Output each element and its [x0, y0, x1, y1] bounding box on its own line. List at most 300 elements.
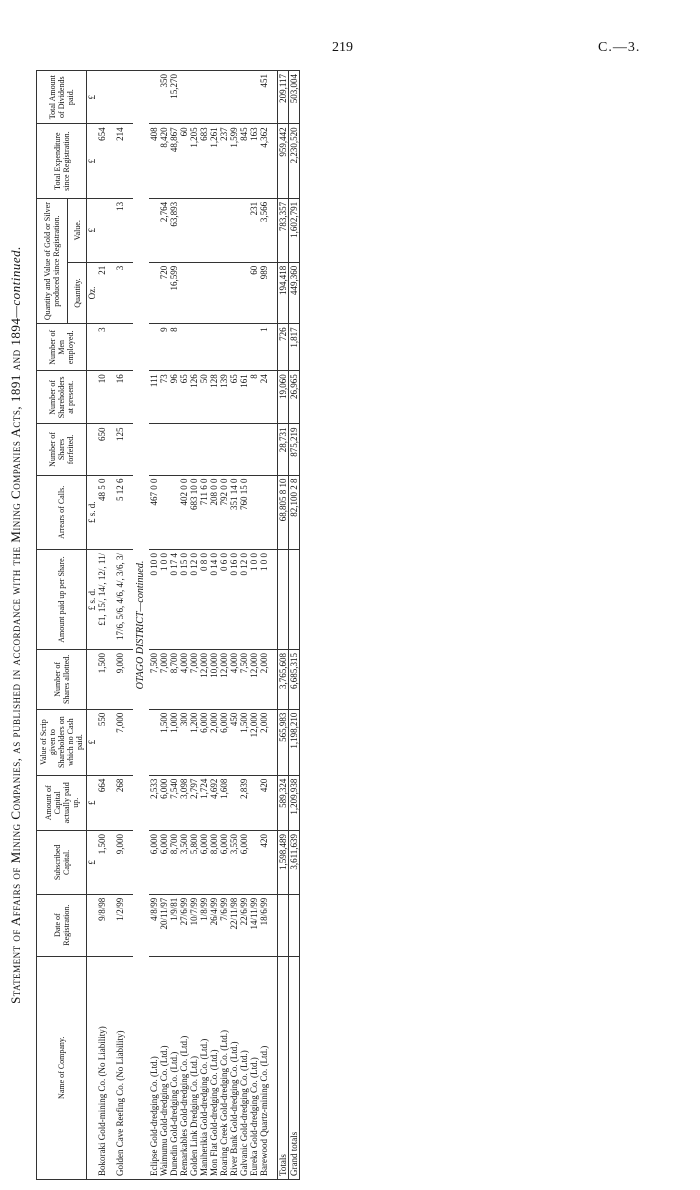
- cell-allotted: 12,000: [219, 650, 229, 710]
- cell-men: 3: [97, 324, 107, 371]
- cell-allotted: 4,000: [179, 650, 189, 710]
- cell-value: 1,602,791: [289, 198, 300, 262]
- cell-date: 7/6/99: [219, 894, 229, 956]
- cell-paid-up: 1,724: [199, 775, 209, 830]
- cell-value: 2,764: [159, 198, 169, 262]
- col-date: Date of Registration.: [37, 894, 87, 956]
- cell-allotted: 7,000: [159, 650, 169, 710]
- cell-scrip: [149, 709, 159, 775]
- cell-quantity: 21: [97, 262, 107, 324]
- cell-expenditure: 1,599: [229, 124, 239, 198]
- cell-value: [97, 198, 107, 262]
- col-holders: Number of Shareholders at present.: [37, 371, 87, 424]
- cell-name: Grand totals: [289, 956, 300, 1179]
- col-per-share: Amount paid up per Share.: [37, 550, 87, 650]
- document-reference: C.—3.: [598, 40, 641, 55]
- cell-per-share: [269, 550, 278, 650]
- cell-arrears: 82,100 2 8: [289, 475, 300, 549]
- unit-cell: £: [87, 775, 98, 830]
- cell-value: [189, 198, 199, 262]
- cell-dividends: [149, 71, 159, 124]
- col-name: Name of Company.: [37, 956, 87, 1179]
- cell-subscribed: 1,500: [97, 830, 107, 894]
- cell-per-share: 0 6 0: [219, 550, 229, 650]
- cell-value: [149, 198, 159, 262]
- cell-per-share: £1, 15/, 14/, 12/, 11/: [97, 550, 107, 650]
- cell-expenditure: 214: [115, 124, 125, 198]
- table-row: [149, 71, 159, 1180]
- grand-totals-row: [289, 71, 300, 1180]
- cell-scrip: 12,000: [249, 709, 259, 775]
- cell-value: [239, 198, 249, 262]
- cell-quantity: 60: [249, 262, 259, 324]
- cell-men: 9: [159, 324, 169, 371]
- cell-allotted: 8,700: [169, 650, 179, 710]
- cell-scrip: 6,000: [199, 709, 209, 775]
- col-arrears: Arrears of Calls.: [37, 475, 87, 549]
- cell-quantity: 989: [259, 262, 269, 324]
- cell-forfeited: [199, 424, 209, 475]
- cell-men: [219, 324, 229, 371]
- cell-scrip: 1,500: [159, 709, 169, 775]
- col-expenditure: Total Expenditure since Registration.: [37, 124, 87, 198]
- cell-holders: 65: [229, 371, 239, 424]
- cell-paid-up: 4,692: [209, 775, 219, 830]
- cell-per-share: 0 12 0: [189, 550, 199, 650]
- cell-date: [269, 894, 278, 956]
- cell-expenditure: [125, 124, 133, 198]
- cell-name: Remarkables Gold-dredging Co. (Ltd.): [179, 956, 189, 1179]
- cell-allotted: 4,000: [229, 650, 239, 710]
- cell-name: Eureka Gold-dredging Co. (Ltd.): [249, 956, 259, 1179]
- cell-date: 26/4/99: [209, 894, 219, 956]
- unit-cell: £ s. d.: [87, 550, 98, 650]
- cell-expenditure: [269, 124, 278, 198]
- cell-date: 9/8/98: [97, 894, 107, 956]
- cell-subscribed: 9,000: [115, 830, 125, 894]
- cell-subscribed: 3,611,639: [289, 830, 300, 894]
- cell-subscribed: [269, 830, 278, 894]
- cell-date: 1/2/99: [115, 894, 125, 956]
- cell-holders: 50: [199, 371, 209, 424]
- cell-expenditure: 845: [239, 124, 249, 198]
- cell-scrip: 7,000: [115, 709, 125, 775]
- cell-subscribed: 3,500: [179, 830, 189, 894]
- cell-expenditure: 1,261: [209, 124, 219, 198]
- cell-subscribed: 1,598,489: [278, 830, 289, 894]
- cell-forfeited: [149, 424, 159, 475]
- table-row: [249, 71, 259, 1180]
- cell-expenditure: 237: [219, 124, 229, 198]
- cell-dividends: 15,270: [169, 71, 179, 124]
- district-heading: OTAGO DISTRICT—continued.: [133, 71, 149, 1180]
- cell-holders: 96: [169, 371, 179, 424]
- cell-men: [115, 324, 125, 371]
- cell-paid-up: 2,797: [189, 775, 199, 830]
- spacer-row: [107, 71, 115, 1180]
- cell-quantity: 449,360: [289, 262, 300, 324]
- cell-scrip: [269, 709, 278, 775]
- cell-name: [269, 956, 278, 1179]
- cell-subscribed: 6,000: [149, 830, 159, 894]
- cell-date: 1/9/81: [169, 894, 179, 956]
- cell-name: Galvanic Gold-dredging Co. (Ltd.): [239, 956, 249, 1179]
- cell-scrip: 6,000: [219, 709, 229, 775]
- cell-holders: 73: [159, 371, 169, 424]
- cell-arrears: 68,805 8 10: [278, 475, 289, 549]
- table-row: [169, 71, 179, 1180]
- cell-date: 22/11/98: [229, 894, 239, 956]
- cell-name: Roaring Creek Gold-dredging Co. (Ltd.): [219, 956, 229, 1179]
- table-body: [87, 71, 300, 1180]
- cell-men: [107, 324, 115, 371]
- cell-allotted: 9,000: [115, 650, 125, 710]
- cell-date: 27/6/99: [179, 894, 189, 956]
- cell-men: 8: [169, 324, 179, 371]
- cell-paid-up: [125, 775, 133, 830]
- cell-value: [179, 198, 189, 262]
- table-row: [97, 71, 107, 1180]
- cell-name: Maniherikia Gold-dredging Co. (Ltd.): [199, 956, 209, 1179]
- cell-paid-up: [249, 775, 259, 830]
- cell-forfeited: 28,731: [278, 424, 289, 475]
- cell-name: Mon Flat Gold-dredging Co. (Ltd.): [209, 956, 219, 1179]
- cell-dividends: [199, 71, 209, 124]
- cell-men: [269, 324, 278, 371]
- cell-forfeited: [159, 424, 169, 475]
- cell-allotted: [125, 650, 133, 710]
- cell-expenditure: 4,362: [259, 124, 269, 198]
- cell-arrears: [107, 475, 115, 549]
- cell-scrip: 1,200: [189, 709, 199, 775]
- cell-subscribed: 6,000: [199, 830, 209, 894]
- table-row: [199, 71, 209, 1180]
- unit-cell: £: [87, 198, 98, 262]
- cell-paid-up: 2,839: [239, 775, 249, 830]
- cell-holders: 24: [259, 371, 269, 424]
- cell-date: [278, 894, 289, 956]
- cell-subscribed: 8,700: [169, 830, 179, 894]
- col-scrip: Value of Scrip given to Shareholders on which no Cash paid.: [37, 709, 87, 775]
- cell-per-share: 1 0 0: [259, 550, 269, 650]
- cell-expenditure: 2,230,520: [289, 124, 300, 198]
- cell-dividends: [219, 71, 229, 124]
- cell-subscribed: 420: [259, 830, 269, 894]
- cell-forfeited: [179, 424, 189, 475]
- cell-date: 22/6/99: [239, 894, 249, 956]
- cell-arrears: [159, 475, 169, 549]
- cell-name: Golden Link Dredging Co. (Ltd.): [189, 956, 199, 1179]
- col-men: Number of Men employed.: [37, 324, 87, 371]
- cell-holders: 111: [149, 371, 159, 424]
- cell-men: [179, 324, 189, 371]
- cell-forfeited: [125, 424, 133, 475]
- cell-forfeited: [249, 424, 259, 475]
- cell-paid-up: 2,533: [149, 775, 159, 830]
- cell-holders: 19,060: [278, 371, 289, 424]
- cell-expenditure: 683: [199, 124, 209, 198]
- cell-men: [239, 324, 249, 371]
- col-subscribed: Subscribed Capital.: [37, 830, 87, 894]
- col-value: Value.: [68, 198, 87, 262]
- cell-forfeited: [259, 424, 269, 475]
- cell-dividends: [115, 71, 125, 124]
- cell-date: [289, 894, 300, 956]
- cell-arrears: 208 0 0: [209, 475, 219, 549]
- cell-name: Bokoraki Gold-mining Co. (No Liability): [97, 956, 107, 1179]
- cell-dividends: [97, 71, 107, 124]
- cell-date: 10/7/99: [189, 894, 199, 956]
- cell-forfeited: 650: [97, 424, 107, 475]
- cell-holders: 126: [189, 371, 199, 424]
- cell-per-share: [278, 550, 289, 650]
- cell-value: [269, 198, 278, 262]
- cell-quantity: 3: [115, 262, 125, 324]
- cell-holders: 8: [249, 371, 259, 424]
- cell-quantity: 720: [159, 262, 169, 324]
- cell-dividends: 503,004: [289, 71, 300, 124]
- cell-subscribed: [249, 830, 259, 894]
- unit-cell: Oz.: [87, 262, 98, 324]
- units-row: [87, 71, 98, 1180]
- cell-paid-up: 6,000: [159, 775, 169, 830]
- cell-expenditure: 654: [97, 124, 107, 198]
- cell-value: [219, 198, 229, 262]
- cell-scrip: 2,000: [259, 709, 269, 775]
- cell-name: Waimumu Gold-dredging Co. (Ltd.): [159, 956, 169, 1179]
- cell-men: 1: [259, 324, 269, 371]
- table-row: [115, 71, 125, 1180]
- cell-holders: 161: [239, 371, 249, 424]
- unit-cell: £: [87, 709, 98, 775]
- cell-allotted: 2,000: [259, 650, 269, 710]
- cell-paid-up: 1,608: [219, 775, 229, 830]
- col-dividends: Total Amount of Dividends paid.: [37, 71, 87, 124]
- cell-scrip: 1,500: [239, 709, 249, 775]
- rotated-statement: [8, 70, 668, 1180]
- cell-quantity: [269, 262, 278, 324]
- cell-per-share: [107, 550, 115, 650]
- cell-expenditure: 163: [249, 124, 259, 198]
- cell-value: [209, 198, 219, 262]
- cell-holders: [107, 371, 115, 424]
- cell-paid-up: 420: [259, 775, 269, 830]
- cell-men: [229, 324, 239, 371]
- cell-date: [125, 894, 133, 956]
- unit-cell: £ s. d.: [87, 475, 98, 549]
- cell-per-share: [125, 550, 133, 650]
- table-row: [259, 71, 269, 1180]
- cell-value: [199, 198, 209, 262]
- cell-quantity: [219, 262, 229, 324]
- cell-name: Golden Cave Reefing Co. (No Liability): [115, 956, 125, 1179]
- cell-arrears: [249, 475, 259, 549]
- cell-per-share: 0 17 4: [169, 550, 179, 650]
- statement-title-suffix: —continued.: [8, 246, 23, 318]
- cell-holders: 10: [97, 371, 107, 424]
- cell-arrears: [125, 475, 133, 549]
- cell-scrip: [107, 709, 115, 775]
- cell-scrip: 550: [97, 709, 107, 775]
- cell-arrears: 760 15 0: [239, 475, 249, 549]
- cell-name: [125, 956, 133, 1179]
- cell-name: Eclipse Gold-dredging Co. (Ltd.): [149, 956, 159, 1179]
- cell-forfeited: [107, 424, 115, 475]
- cell-arrears: 48 5 0: [97, 475, 107, 549]
- cell-per-share: 0 15 0: [179, 550, 189, 650]
- cell-date: 18/6/99: [259, 894, 269, 956]
- cell-men: [199, 324, 209, 371]
- cell-arrears: 467 0 0: [149, 475, 159, 549]
- cell-paid-up: [229, 775, 239, 830]
- cell-per-share: 1 0 0: [249, 550, 259, 650]
- cell-allotted: 6,685,315: [289, 650, 300, 710]
- cell-arrears: 351 14 0: [229, 475, 239, 549]
- cell-name: Barewood Quartz-mining Co. (Ltd.): [259, 956, 269, 1179]
- cell-paid-up: [269, 775, 278, 830]
- cell-allotted: [107, 650, 115, 710]
- cell-paid-up: 7,540: [169, 775, 179, 830]
- cell-scrip: [125, 709, 133, 775]
- cell-forfeited: [239, 424, 249, 475]
- cell-forfeited: [169, 424, 179, 475]
- cell-expenditure: [107, 124, 115, 198]
- cell-value: [229, 198, 239, 262]
- cell-value: [107, 198, 115, 262]
- cell-quantity: [229, 262, 239, 324]
- cell-quantity: [239, 262, 249, 324]
- cell-per-share: 1 0 0: [159, 550, 169, 650]
- cell-paid-up: 589,324: [278, 775, 289, 830]
- cell-dividends: 350: [159, 71, 169, 124]
- cell-arrears: [259, 475, 269, 549]
- statement-title-text: Statement of Affairs of Mining Companies, as published in accordance with the Mining Companies Acts, 1891 and 1894: [8, 317, 23, 1004]
- cell-holders: 128: [209, 371, 219, 424]
- cell-expenditure: 60: [179, 124, 189, 198]
- cell-dividends: [239, 71, 249, 124]
- cell-men: [249, 324, 259, 371]
- cell-expenditure: 408: [149, 124, 159, 198]
- cell-subscribed: [125, 830, 133, 894]
- page-number: 219: [332, 40, 353, 55]
- cell-dividends: [209, 71, 219, 124]
- cell-value: 783,357: [278, 198, 289, 262]
- cell-subscribed: 6,000: [239, 830, 249, 894]
- cell-per-share: 0 12 0: [239, 550, 249, 650]
- cell-allotted: 7,500: [239, 650, 249, 710]
- cell-holders: [125, 371, 133, 424]
- spacer-row: [125, 71, 133, 1180]
- cell-quantity: [209, 262, 219, 324]
- col-paid-up: Amount of Capital actually paid up.: [37, 775, 87, 830]
- cell-expenditure: 8,420: [159, 124, 169, 198]
- cell-allotted: 7,500: [149, 650, 159, 710]
- cell-dividends: [229, 71, 239, 124]
- cell-expenditure: 959,442: [278, 124, 289, 198]
- unit-cell: £: [87, 71, 98, 124]
- cell-holders: [269, 371, 278, 424]
- cell-per-share: 0 14 0: [209, 550, 219, 650]
- cell-subscribed: [107, 830, 115, 894]
- cell-dividends: [107, 71, 115, 124]
- cell-allotted: 1,500: [97, 650, 107, 710]
- statement-title: [8, 70, 24, 1180]
- unit-cell: £: [87, 124, 98, 198]
- cell-per-share: [289, 550, 300, 650]
- cell-allotted: 12,000: [249, 650, 259, 710]
- cell-arrears: 711 6 0: [199, 475, 209, 549]
- cell-scrip: 300: [179, 709, 189, 775]
- cell-dividends: 209,117: [278, 71, 289, 124]
- cell-arrears: [169, 475, 179, 549]
- cell-value: 63,893: [169, 198, 179, 262]
- table-row: [219, 71, 229, 1180]
- cell-date: 4/8/99: [149, 894, 159, 956]
- cell-date: 14/11/99: [249, 894, 259, 956]
- cell-arrears: [269, 475, 278, 549]
- cell-arrears: 792 0 0: [219, 475, 229, 549]
- cell-forfeited: [189, 424, 199, 475]
- cell-men: 726: [278, 324, 289, 371]
- cell-quantity: [199, 262, 209, 324]
- cell-scrip: 1,000: [169, 709, 179, 775]
- col-forfeited: Number of Shares forfeited.: [37, 424, 87, 475]
- cell-allotted: [269, 650, 278, 710]
- cell-forfeited: 875,219: [289, 424, 300, 475]
- table-row: [229, 71, 239, 1180]
- cell-allotted: 3,765,608: [278, 650, 289, 710]
- cell-name: Totals: [278, 956, 289, 1179]
- cell-men: [149, 324, 159, 371]
- cell-men: [209, 324, 219, 371]
- cell-name: [107, 956, 115, 1179]
- cell-paid-up: [107, 775, 115, 830]
- cell-holders: 139: [219, 371, 229, 424]
- cell-scrip: 565,983: [278, 709, 289, 775]
- cell-name: Dunedin Gold-dredging Co. (Ltd.): [169, 956, 179, 1179]
- cell-expenditure: 1,205: [189, 124, 199, 198]
- cell-dividends: [269, 71, 278, 124]
- cell-scrip: 450: [229, 709, 239, 775]
- cell-dividends: [179, 71, 189, 124]
- cell-men: [189, 324, 199, 371]
- cell-holders: 26,965: [289, 371, 300, 424]
- cell-scrip: 2,000: [209, 709, 219, 775]
- header-row: [37, 71, 68, 1180]
- cell-forfeited: [269, 424, 278, 475]
- col-allotted: Number of Shares allotted.: [37, 650, 87, 710]
- cell-quantity: [149, 262, 159, 324]
- cell-subscribed: 8,000: [209, 830, 219, 894]
- cell-per-share: 0 10 0: [149, 550, 159, 650]
- totals-row: [278, 71, 289, 1180]
- cell-quantity: 16,599: [169, 262, 179, 324]
- cell-allotted: 10,000: [209, 650, 219, 710]
- unit-cell: £: [87, 830, 98, 894]
- cell-quantity: 194,418: [278, 262, 289, 324]
- cell-subscribed: 3,550: [229, 830, 239, 894]
- table-row: [239, 71, 249, 1180]
- cell-dividends: 451: [259, 71, 269, 124]
- table-row: [189, 71, 199, 1180]
- cell-name: River Bank Gold-dredging Co. (Ltd.): [229, 956, 239, 1179]
- cell-per-share: 0 8 0: [199, 550, 209, 650]
- cell-date: 1/8/99: [199, 894, 209, 956]
- spacer-row: [269, 71, 278, 1180]
- cell-per-share: 17/6, 5/6, 4/6, 4/, 3/6, 3/: [115, 550, 125, 650]
- cell-allotted: 12,000: [199, 650, 209, 710]
- cell-expenditure: 48,867: [169, 124, 179, 198]
